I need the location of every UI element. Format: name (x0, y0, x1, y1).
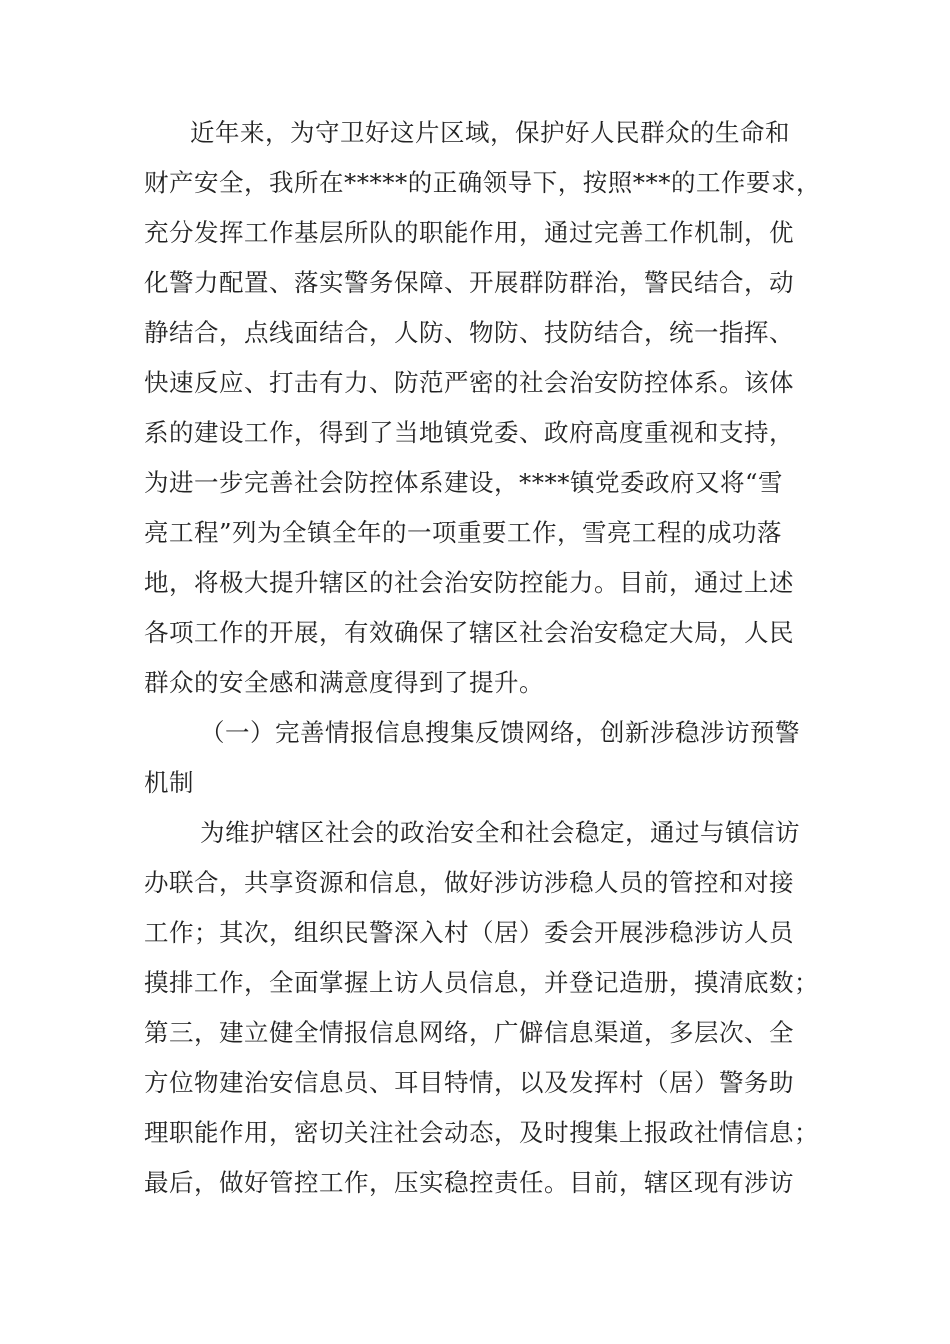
paragraph-1-line: 为进一步完善社会防控体系建设，****镇党委政府又将“雪 (144, 468, 784, 497)
paragraph-1-line: 充分发挥工作基层所队的职能作用，通过完善工作机制，优 (144, 218, 794, 247)
paragraph-2-line: 工作；其次，组织民警深入村（居）委会开展涉稳涉访人员 (144, 918, 794, 947)
section-heading-line: （一）完善情报信息搜集反馈网络，创新涉稳涉访预警 (200, 718, 800, 747)
paragraph-2-line: 第三，建立健全情报信息网络，广僻信息渠道，多层次、全 (144, 1018, 794, 1047)
paragraph-2-line: 理职能作用，密切关注社会动态，及时搜集上报政社情信息； (144, 1118, 819, 1147)
paragraph-1-line: 各项工作的开展，有效确保了辖区社会治安稳定大局，人民 (144, 618, 794, 647)
paragraph-1-line: 亮工程”列为全镇全年的一项重要工作，雪亮工程的成功落 (144, 518, 783, 547)
paragraph-1-line: 快速反应、打击有力、防范严密的社会治安防控体系。该体 (144, 368, 794, 397)
paragraph-2-line: 最后，做好管控工作，压实稳控责任。目前，辖区现有涉访 (144, 1168, 794, 1197)
paragraph-1-line: 财产安全，我所在*****的正确领导下，按照***的工作要求， (144, 168, 821, 197)
paragraph-2-line: 摸排工作，全面掌握上访人员信息，并登记造册，摸清底数； (144, 968, 819, 997)
paragraph-1-line: 地，将极大提升辖区的社会治安防控能力。目前，通过上述 (144, 568, 794, 597)
paragraph-1-line: 近年来，为守卫好这片区域，保护好人民群众的生命和 (190, 118, 790, 147)
paragraph-1-line: 化警力配置、落实警务保障、开展群防群治，警民结合，动 (144, 268, 794, 297)
paragraph-1-line: 系的建设工作，得到了当地镇党委、政府高度重视和支持， (144, 418, 794, 447)
paragraph-2-line: 为维护辖区社会的政治安全和社会稳定，通过与镇信访 (200, 818, 800, 847)
paragraph-2-line: 办联合，共享资源和信息，做好涉访涉稳人员的管控和对接 (144, 868, 794, 897)
paragraph-1-line: 群众的安全感和满意度得到了提升。 (144, 668, 544, 697)
paragraph-2-line: 方位物建治安信息员、耳目特情，以及发挥村（居）警务助 (144, 1068, 794, 1097)
section-heading-line: 机制 (144, 768, 194, 797)
paragraph-1-line: 静结合，点线面结合，人防、物防、技防结合，统一指挥、 (144, 318, 794, 347)
